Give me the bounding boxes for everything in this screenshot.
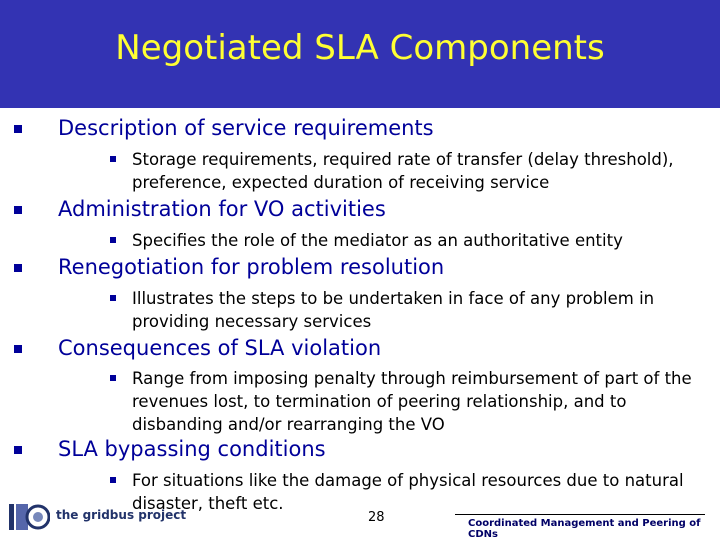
bullet-label: Description of service requirements <box>58 116 434 140</box>
square-bullet-icon <box>14 264 22 272</box>
sub-bullet-item <box>110 469 700 515</box>
bullet-item <box>58 197 386 221</box>
sub-bullet-item <box>110 367 700 436</box>
gridbus-logo-icon <box>8 500 50 534</box>
bullet-label: Administration for VO activities <box>58 197 386 221</box>
sub-bullet-item <box>110 148 700 194</box>
bullet-item <box>58 116 434 140</box>
square-bullet-icon <box>110 477 116 483</box>
sub-bullet-item <box>110 229 700 252</box>
sub-bullet-text: Range from imposing penalty through reimbursement of part of the revenues lost, to termination of peering relationship, and to disbanding and/or rearranging the VO <box>132 369 692 434</box>
square-bullet-icon <box>14 345 22 353</box>
sub-bullet-item <box>110 287 700 333</box>
sub-bullet-text: Storage requirements, required rate of transfer (delay threshold), preference, expected duration of receiving service <box>132 150 674 192</box>
bullet-item <box>58 437 326 461</box>
square-bullet-icon <box>14 206 22 214</box>
square-bullet-icon <box>110 156 116 162</box>
bullet-label: Consequences of SLA violation <box>58 336 382 360</box>
footer-brand: the gridbus project <box>56 508 187 522</box>
page-number: 28 <box>368 510 385 525</box>
bullet-item <box>58 336 381 360</box>
square-bullet-icon <box>110 237 116 243</box>
square-bullet-icon <box>14 446 22 454</box>
sub-bullet-text: For situations like the damage of physical resources due to natural disaster, theft etc. <box>132 471 684 513</box>
square-bullet-icon <box>110 375 116 381</box>
sub-bullet-text: Specifies the role of the mediator as an authoritative entity <box>132 231 623 250</box>
slide-title: Negotiated SLA Components <box>115 28 605 68</box>
square-bullet-icon <box>110 295 116 301</box>
bullet-label: SLA bypassing conditions <box>58 437 326 461</box>
footer-divider <box>455 514 705 515</box>
bullet-label: Renegotiation for problem resolution <box>58 255 445 279</box>
square-bullet-icon <box>14 125 22 133</box>
sub-bullet-text: Illustrates the steps to be undertaken in face of any problem in providing necessary services <box>132 289 655 331</box>
footer-note: Coordinated Management and Peering of CDNs <box>468 518 701 540</box>
bullet-item <box>58 255 444 279</box>
